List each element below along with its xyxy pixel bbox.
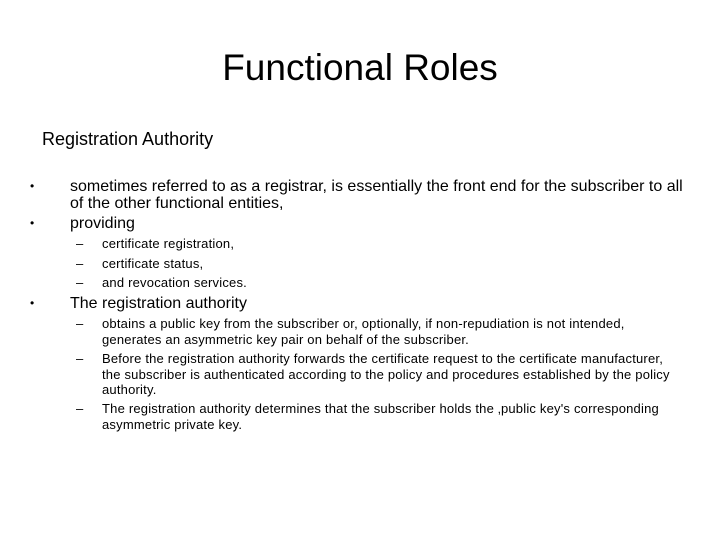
bullet-text: The registration authority (70, 295, 247, 312)
bullet-marker: • (30, 296, 35, 310)
sub-item-text: The registration authority determines that the subscriber holds the ‚public key's corresponding asymmetric private key. (102, 401, 659, 432)
sub-item-text: certificate registration, (102, 236, 235, 251)
bullet-marker: • (30, 216, 35, 230)
slide-title: Functional Roles (222, 47, 498, 88)
bullet-text: providing (70, 215, 135, 232)
sub-marker: – (76, 256, 84, 271)
sub-marker: – (76, 401, 84, 416)
sub-item-text: Before the registration authority forwards the certificate request to the certificate manufacturer, the subscriber is authenticated according to the policy and procedures established by the policy authority. (102, 351, 670, 397)
sub-marker: – (76, 275, 84, 290)
bullet-marker: • (30, 179, 35, 193)
sub-marker: – (76, 236, 84, 251)
sub-marker: – (76, 316, 84, 331)
bullet-text: sometimes referred to as a registrar, is essentially the front end for the subscriber to all of the other functional entities, (70, 178, 683, 212)
sub-item-text: and revocation services. (102, 275, 247, 290)
sub-item-text: certificate status, (102, 256, 204, 271)
section-heading: Registration Authority (42, 129, 214, 149)
sub-item-text: obtains a public key from the subscriber or, optionally, if non-repudiation is not intended, generates an asymmetric key pair on behalf of the subscriber. (102, 316, 625, 347)
sub-marker: – (76, 351, 84, 366)
